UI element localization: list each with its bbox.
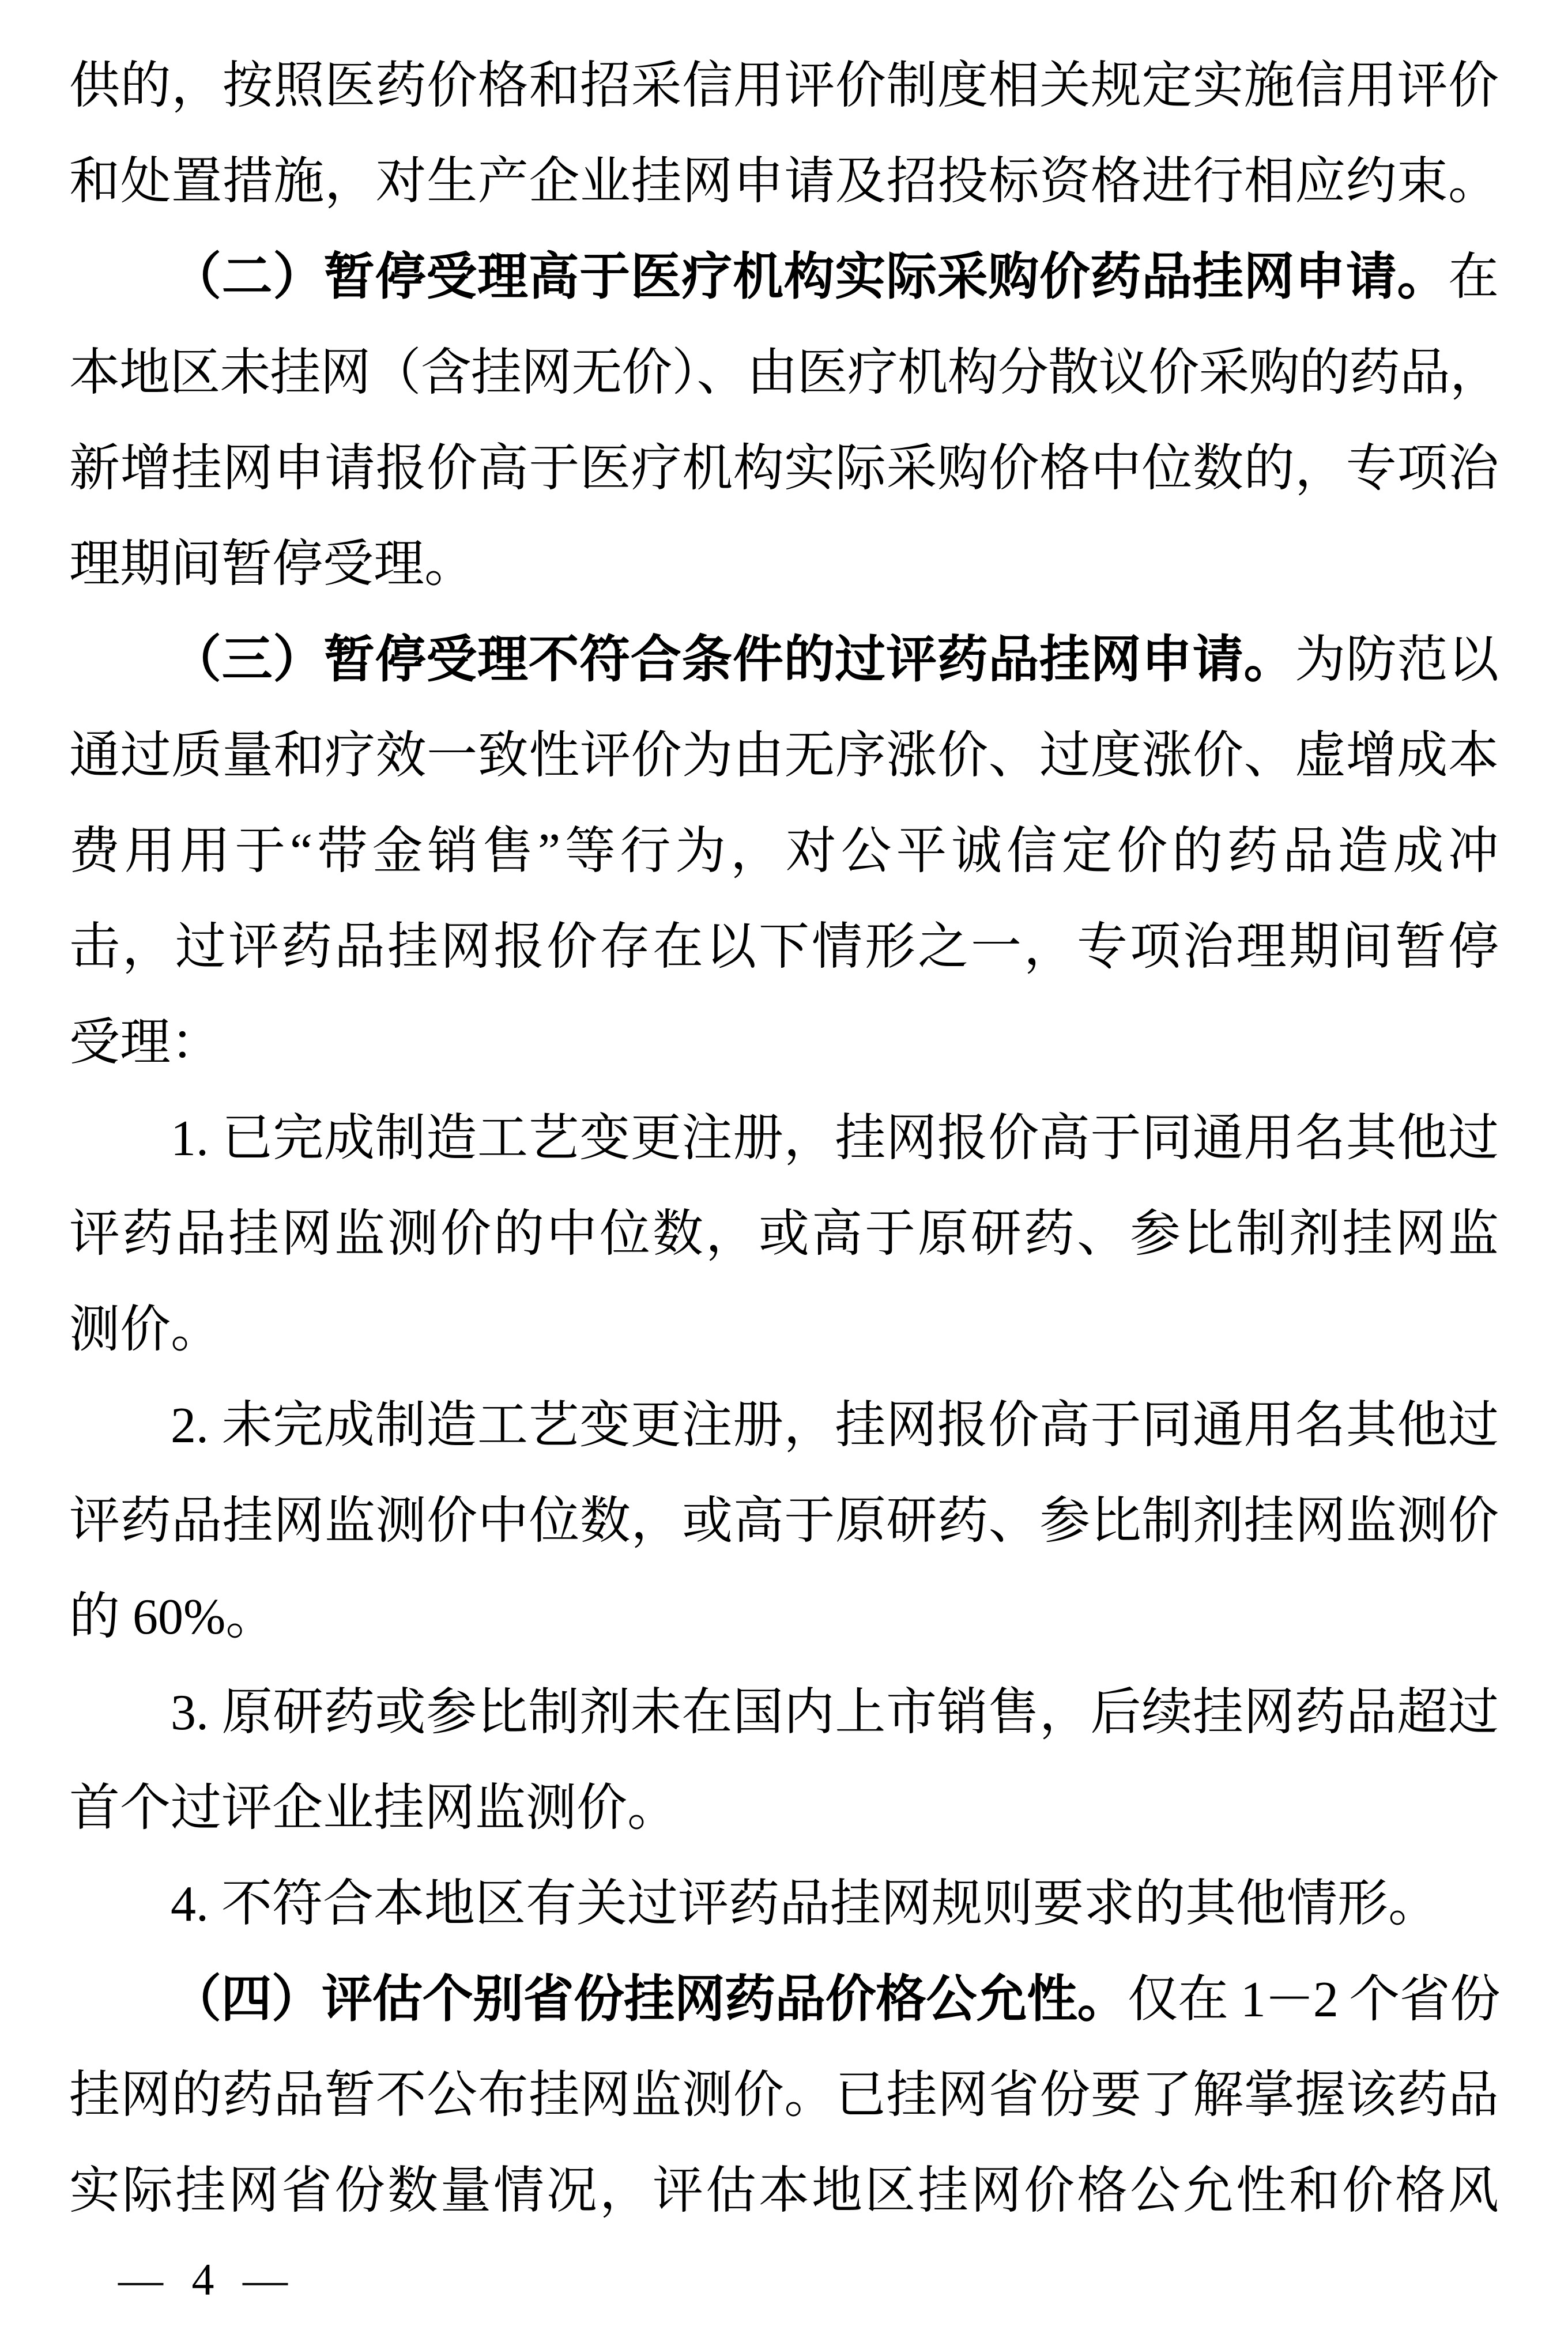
body-text: 2. 未完成制造工艺变更注册，挂网报价高于同通用名其他过 [171,1398,1499,1454]
text-line [69,1187,1499,1283]
document-body [69,39,1499,2239]
body-text: 的 60%。 [69,1589,277,1645]
text-line [69,613,1499,708]
body-text: 通过质量和疗效一致性评价为由无序涨价、过度涨价、虚增成本 [69,728,1499,784]
text-line [69,1283,1499,1378]
body-text: 费用用于“带金销售”等行为，对公平诚信定价的药品造成冲 [69,824,1499,880]
body-text: 新增挂网申请报价高于医疗机构实际采购价格中位数的，专项治 [69,441,1499,497]
body-text: 仅在 1－2 个省份 [1127,1972,1499,2028]
body-text: 评药品挂网监测价中位数，或高于原研药、参比制剂挂网监测价 [69,1493,1499,1549]
body-text: 3. 原研药或参比制剂未在国内上市销售，后续挂网药品超过 [171,1685,1499,1741]
body-text: 测价。 [69,1302,222,1358]
text-line [69,517,1499,613]
body-text: 4. 不符合本地区有关过评药品挂网规则要求的其他情形。 [171,1876,1439,1932]
body-text: 评药品挂网监测价的中位数，或高于原研药、参比制剂挂网监 [69,1206,1499,1262]
text-line [69,134,1499,230]
text-line [69,39,1499,134]
text-line [69,1570,1499,1665]
section-heading-text: （四）评估个别省份挂网药品价格公允性。 [171,1972,1128,2028]
text-line [69,1761,1499,1857]
body-text: 理期间暂停受理。 [69,537,476,593]
text-line [69,230,1499,326]
text-line [69,421,1499,517]
body-text: 供的，按照医药价格和招采信用评价制度相关规定实施信用评价 [69,58,1499,114]
text-line [69,1952,1499,2048]
body-text: 首个过评企业挂网监测价。 [69,1781,679,1836]
body-text: 在 [1448,250,1499,306]
text-line [69,995,1499,1091]
text-line [69,804,1499,900]
body-text: 实际挂网省份数量情况，评估本地区挂网价格公允性和价格风 [69,2163,1499,2219]
text-line [69,1474,1499,1570]
text-line [69,2144,1499,2239]
body-text: 本地区未挂网（含挂网无价）、由医疗机构分散议价采购的药品， [69,345,1499,401]
page-number: — 4 — [118,2254,288,2305]
body-text: 击，过评药品挂网报价存在以下情形之一，专项治理期间暂停 [69,919,1499,975]
text-line [69,708,1499,804]
text-line [69,1378,1499,1474]
body-text: 1. 已完成制造工艺变更注册，挂网报价高于同通用名其他过 [171,1111,1499,1167]
body-text: 挂网的药品暂不公布挂网监测价。已挂网省份要了解掌握该药品 [69,2068,1499,2124]
body-text: 受理： [69,1015,222,1071]
text-line [69,2048,1499,2144]
body-text: 为防范以 [1295,632,1499,688]
section-heading-text: （三）暂停受理不符合条件的过评药品挂网申请。 [171,632,1295,688]
text-line [69,1857,1499,1952]
text-line [69,900,1499,995]
text-line [69,1091,1499,1187]
section-heading-text: （二）暂停受理高于医疗机构实际采购价药品挂网申请。 [171,250,1448,306]
body-text: 和处置措施，对生产企业挂网申请及招投标资格进行相应约束。 [69,154,1499,210]
text-line [69,326,1499,421]
text-line [69,1665,1499,1761]
